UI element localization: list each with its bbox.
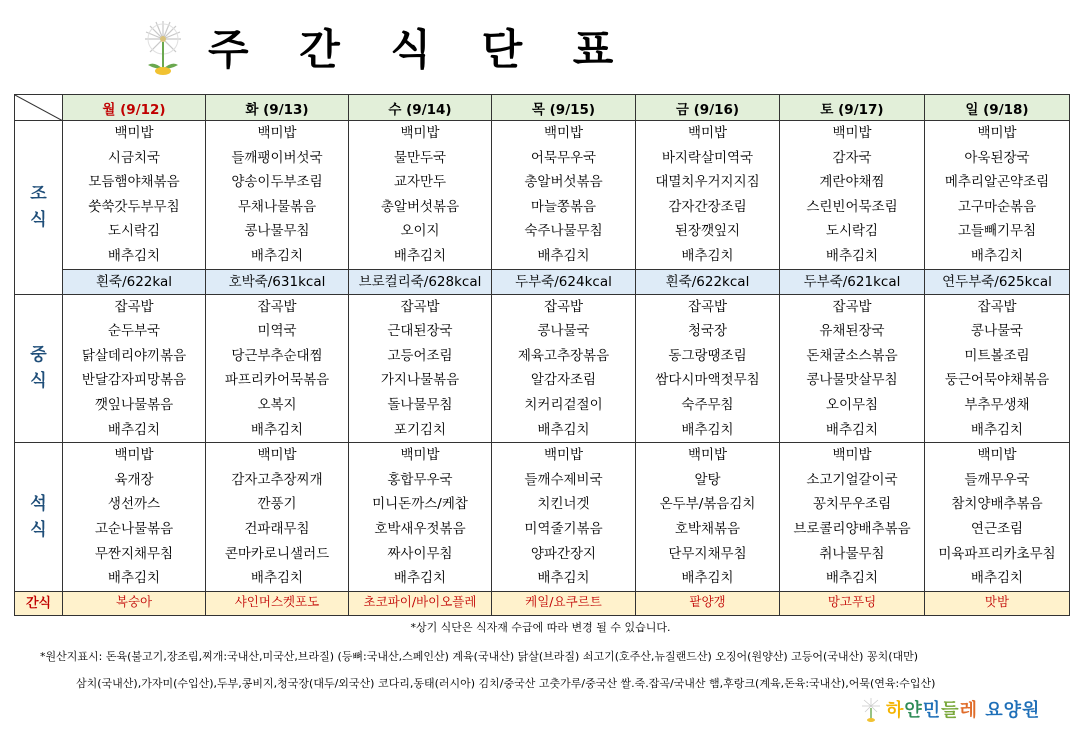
dish-item: 배추김치 [970, 570, 1024, 587]
dish-item: 호박새우젓볶음 [374, 520, 466, 537]
dish-item: 둥근어묵야채볶음 [944, 372, 1050, 389]
dish-item: 백미밥 [400, 447, 440, 464]
origin-line-2: 삼치(국내산),가자미(수입산),두부,콩비지,청국장(대두/외국산) 코다리,동태(러시아) 김치/중국산 고춧가루/중국산 쌀.죽.잡곡/국내산 햄,후랑크(계육,돈육:국내산),어묵(연육:수입산) [76, 677, 936, 690]
dish-item: 백미밥 [977, 447, 1017, 464]
dish-item: 육개장 [114, 471, 154, 488]
brand-char-3: 민 [922, 700, 942, 721]
dish-item: 돌나물무침 [387, 396, 453, 413]
dish-item: 도시락김 [825, 223, 879, 240]
breakfast-cell-sat [780, 121, 925, 270]
lunch-cell-thu [492, 294, 636, 443]
dish-item: 감자국 [832, 149, 872, 166]
dish-item: 배추김치 [250, 247, 304, 264]
brand-char-5: 레 [959, 700, 978, 721]
dinner-cell-thu [492, 443, 636, 592]
day-header-row [15, 95, 1070, 121]
dish-item: 백미밥 [687, 447, 728, 464]
snack-sat: 망고푸딩 [780, 591, 925, 615]
dish-item: 유채된장국 [819, 323, 885, 340]
dish-item: 연근조림 [970, 520, 1024, 537]
change-notice: *상기 식단은 식자재 수급에 따라 변경 될 수 있습니다. [410, 621, 671, 634]
dish-item: 계란야채찜 [819, 174, 885, 191]
dish-item: 배추김치 [107, 570, 161, 587]
breakfast-cell-mon [63, 121, 206, 270]
day-header-fri: 금 (9/16) [636, 95, 780, 121]
dish-item: 아욱된장국 [964, 149, 1030, 166]
dinner-cell-fri [636, 443, 780, 592]
dish-item: 배추김치 [825, 247, 879, 264]
snack-label: 간식 [15, 591, 63, 615]
lunch-row [15, 294, 1070, 443]
dandelion-small-icon [860, 696, 882, 722]
dish-item: 배추김치 [681, 421, 734, 438]
dish-item: 배추김치 [107, 247, 161, 264]
breakfast-row [15, 121, 1070, 270]
page-title: 주 간 식 단 표 [208, 25, 632, 74]
brand-char-2: 얀 [904, 700, 923, 721]
origin-info [40, 643, 935, 697]
dish-item: 콩나물무침 [244, 223, 310, 240]
dish-item: 잡곡밥 [400, 298, 440, 315]
dish-item: 동그랑땡조림 [668, 347, 747, 364]
brand-logo [860, 690, 1040, 728]
dinner-row [15, 443, 1070, 592]
dish-item: 잡곡밥 [687, 298, 728, 315]
breakfast-cell-wed [349, 121, 492, 270]
dish-item: 무짠지채무침 [94, 545, 174, 562]
brand-char-1: 하 [886, 700, 905, 721]
dish-item: 파프리카어묵볶음 [224, 372, 330, 389]
breakfast-cell-tue [206, 121, 349, 270]
dish-item: 배추김치 [681, 570, 734, 587]
dish-item: 오복지 [257, 396, 297, 413]
dish-item: 참치양배추볶음 [951, 496, 1043, 513]
dish-item: 콩나물국 [970, 323, 1024, 340]
dish-item: 감자간장조림 [668, 198, 747, 215]
dish-item: 총알버섯볶음 [380, 198, 460, 215]
dish-item: 오이무침 [825, 396, 879, 413]
dish-item: 배추김치 [825, 570, 879, 587]
dish-item: 잡곡밥 [114, 298, 154, 315]
dish-item: 쑷쑥갓두부무침 [88, 198, 180, 215]
dish-item: 배추김치 [537, 421, 590, 438]
snack-fri: 팥양갱 [636, 591, 780, 615]
dish-item: 배추김치 [250, 570, 304, 587]
dish-item: 부추무생채 [964, 396, 1030, 413]
dish-item: 배추김치 [825, 421, 879, 438]
dish-item: 배추김치 [970, 247, 1024, 264]
dish-item: 잡곡밥 [257, 298, 297, 315]
lunch-label [15, 294, 63, 443]
page-header [140, 12, 631, 82]
dish-item: 백미밥 [977, 125, 1017, 141]
dish-item: 숙주무침 [681, 396, 734, 413]
snack-wed: 초코파이/바이오플레 [349, 591, 492, 615]
dinner-cell-wed [349, 443, 492, 592]
day-header-wed: 수 (9/14) [349, 95, 492, 121]
lunch-cell-sat [780, 294, 925, 443]
dish-item: 생선까스 [107, 496, 161, 513]
dinner-label-char-2: 식 [30, 519, 47, 540]
dish-item: 닭살데리야끼볶음 [81, 347, 187, 364]
dish-item: 깻잎나물볶음 [94, 396, 174, 413]
origin-line-1: *원산지표시: 돈육(불고기,장조림,찌개:국내산,미국산,브라질) (등뼈:국내산,스페인산) 계육(국내산) 닭살(브라질) 쇠고기(호주산,뉴질랜드산) 오징어(원양산) 고등어(국내산) 꽁치(대만) [40, 650, 919, 663]
dish-item: 콘마카로니샐러드 [224, 545, 330, 562]
dish-item: 단무지채무침 [668, 545, 747, 562]
brand-char-4: 들 [941, 700, 960, 721]
dish-item: 배추김치 [537, 570, 590, 587]
lunch-cell-fri [636, 294, 780, 443]
dish-item: 백미밥 [257, 125, 297, 141]
dish-item: 홍합무우국 [387, 471, 453, 488]
day-header-tue: 화 (9/13) [206, 95, 349, 121]
snack-mon: 복숭아 [63, 591, 206, 615]
dish-item: 메추리알곤약조림 [944, 174, 1050, 191]
dish-item: 들깨팽이버섯국 [231, 149, 323, 166]
dish-item: 백미밥 [114, 125, 154, 141]
lunch-label-char-2: 식 [30, 371, 47, 392]
dish-item: 시금치국 [107, 149, 161, 166]
dish-item: 오이지 [400, 223, 440, 240]
dish-item: 대멸치우거지지짐 [655, 174, 760, 191]
snack-sun: 맛밤 [925, 591, 1070, 615]
dish-item: 백미밥 [687, 125, 728, 141]
dish-item: 백미밥 [543, 125, 584, 141]
dish-item: 감자고추장찌개 [231, 471, 323, 488]
dish-item: 배추김치 [681, 247, 734, 264]
dish-item: 잡곡밥 [832, 298, 872, 315]
dinner-label-char-1: 석 [30, 493, 47, 514]
dish-item: 브로콜리양배추볶음 [793, 520, 911, 537]
dish-item: 콩나물국 [537, 323, 590, 340]
dish-item: 제육고추장볶음 [517, 347, 610, 364]
dinner-cell-tue [206, 443, 349, 592]
dish-item: 짜사이무침 [387, 545, 453, 562]
dish-item: 호박채볶음 [674, 520, 741, 537]
dish-item: 가지나물볶음 [380, 372, 460, 389]
dish-item: 모듬햄야채볶음 [88, 174, 180, 191]
porridge-mon: 흰죽/622kal [63, 269, 206, 294]
dish-item: 미육파프리카초무침 [938, 545, 1056, 562]
dish-item: 고등어조림 [387, 347, 453, 364]
snack-thu: 케일/요쿠르트 [492, 591, 636, 615]
dish-item: 양송이두부조림 [231, 174, 323, 191]
dandelion-logo-icon [140, 17, 186, 77]
dish-item: 고구마순볶음 [957, 198, 1037, 215]
dish-item: 포기김치 [393, 421, 447, 438]
dish-item: 반달감자피망볶음 [81, 372, 187, 389]
dish-item: 알감자조림 [530, 372, 597, 389]
dish-item: 미역국 [257, 323, 297, 340]
weekly-menu-table [14, 94, 1070, 616]
dish-item: 미니돈까스/케찹 [372, 496, 468, 513]
dish-item: 순두부국 [107, 323, 161, 340]
dish-item: 백미밥 [832, 125, 872, 141]
dish-item: 숙주나물무침 [524, 223, 603, 240]
dish-item: 교자만두 [393, 174, 447, 191]
breakfast-label-char-2: 식 [30, 210, 47, 231]
dish-item: 백미밥 [257, 447, 297, 464]
dish-item: 배추김치 [537, 247, 590, 264]
breakfast-cell-thu [492, 121, 636, 270]
dinner-cell-mon [63, 443, 206, 592]
porridge-sun: 연두부죽/625kcal [925, 269, 1070, 294]
dish-item: 치킨너겟 [537, 496, 590, 513]
lunch-label-char-1: 중 [30, 345, 47, 366]
dish-item: 배추김치 [107, 421, 161, 438]
dish-item: 배추김치 [250, 421, 304, 438]
dish-item: 청국장 [687, 323, 728, 340]
snack-row [15, 591, 1070, 615]
dish-item: 백미밥 [400, 125, 440, 141]
dish-item: 콩나물맛살무침 [806, 372, 898, 389]
porridge-sat: 두부죽/621kcal [780, 269, 925, 294]
dish-item: 깐풍기 [257, 496, 297, 513]
porridge-wed: 브로컬리죽/628kcal [349, 269, 492, 294]
dish-item: 잡곡밥 [543, 298, 584, 315]
dish-item: 당근부추순대찜 [231, 347, 323, 364]
day-header-thu: 목 (9/15) [492, 95, 636, 121]
day-header-mon: 월 (9/12) [63, 95, 206, 121]
dish-item: 들깨수제비국 [524, 471, 603, 488]
porridge-thu: 두부죽/624kcal [492, 269, 636, 294]
dish-item: 백미밥 [114, 447, 154, 464]
dish-item: 치커리겉절이 [524, 396, 603, 413]
porridge-tue: 호박죽/631kcal [206, 269, 349, 294]
dish-item: 고순나물볶음 [94, 520, 174, 537]
porridge-fri: 흰죽/622kcal [636, 269, 780, 294]
dinner-label [15, 443, 63, 592]
breakfast-cell-fri [636, 121, 780, 270]
dish-item: 총알버섯볶음 [524, 174, 603, 191]
lunch-cell-wed [349, 294, 492, 443]
dish-item: 고들빼기무침 [957, 223, 1037, 240]
dish-item: 스린빈어묵조림 [806, 198, 898, 215]
lunch-cell-mon [63, 294, 206, 443]
breakfast-label-char-1: 조 [30, 184, 47, 205]
dish-item: 취나물무침 [819, 545, 885, 562]
corner-cell [15, 95, 63, 121]
dish-item: 도시락김 [107, 223, 161, 240]
porridge-row [15, 269, 1070, 294]
snack-tue: 샤인머스켓포도 [206, 591, 349, 615]
lunch-cell-sun [925, 294, 1070, 443]
day-header-sat: 토 (9/17) [780, 95, 925, 121]
dish-item: 배추김치 [393, 570, 447, 587]
dish-item: 건파래무침 [244, 520, 310, 537]
day-header-sun: 일 (9/18) [925, 95, 1070, 121]
dish-item: 근대된장국 [387, 323, 453, 340]
dish-item: 온두부/볶음김치 [659, 496, 756, 513]
dish-item: 꽁치무우조림 [812, 496, 892, 513]
dish-item: 어묵무우국 [530, 149, 597, 166]
dish-item: 미트볼조림 [964, 347, 1030, 364]
dinner-cell-sat [780, 443, 925, 592]
dish-item: 잡곡밥 [977, 298, 1017, 315]
breakfast-label [15, 121, 63, 295]
dish-item: 백미밥 [543, 447, 584, 464]
dish-item: 들깨무우국 [964, 471, 1030, 488]
dish-item: 소고기얼갈이국 [806, 471, 898, 488]
dish-item: 돈채굴소스볶음 [806, 347, 898, 364]
dish-item: 마늘쫑볶음 [530, 198, 597, 215]
dish-item: 쌈다시마액젓무침 [655, 372, 760, 389]
dish-item: 물만두국 [393, 149, 447, 166]
dish-item: 무채나물볶음 [237, 198, 317, 215]
dish-item: 배추김치 [393, 247, 447, 264]
dish-item: 미역줄기볶음 [524, 520, 603, 537]
brand-name [886, 696, 1040, 722]
dish-item: 양파간장지 [530, 545, 597, 562]
lunch-cell-tue [206, 294, 349, 443]
brand-suffix: 요양원 [977, 700, 1041, 721]
dish-item: 알탕 [694, 471, 721, 488]
dish-item: 바지락살미역국 [661, 149, 754, 166]
dish-item: 배추김치 [970, 421, 1024, 438]
dish-item: 된장깻잎지 [674, 223, 741, 240]
dinner-cell-sun [925, 443, 1070, 592]
corner-diagonal-icon [15, 95, 63, 121]
breakfast-cell-sun [925, 121, 1070, 270]
dish-item: 백미밥 [832, 447, 872, 464]
